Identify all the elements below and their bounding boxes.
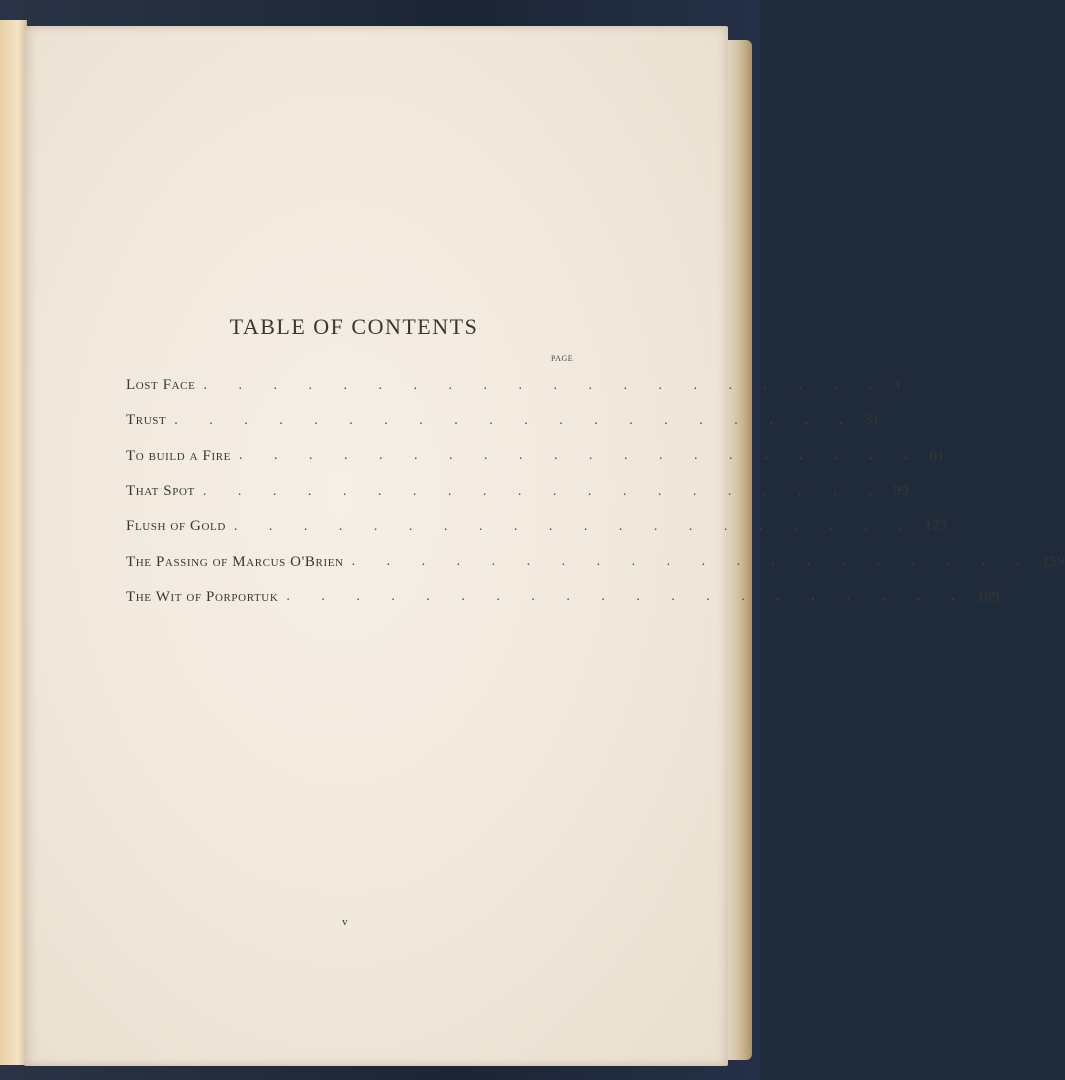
toc-entry-page: 123: [924, 518, 947, 535]
page-folio: v: [342, 916, 348, 928]
toc-entry-page: 189: [976, 588, 1000, 605]
toc-entry-title: To build a Fire: [126, 447, 231, 464]
leader-dots: . . . . . . . . . . . . . . . . . . . .: [233, 518, 917, 534]
toc-entry-title: Trust: [126, 412, 167, 429]
toc-entry-page: 1: [893, 377, 902, 394]
toc-entry: [126, 544, 1065, 579]
page-title: TABLE OF CONTENTS: [229, 314, 479, 339]
toc-entry: [126, 368, 902, 403]
toc-entry: [126, 439, 945, 474]
toc-entry: [126, 580, 1000, 615]
toc-entry-title: Flush of Gold: [126, 518, 226, 535]
toc-entry: [126, 403, 880, 438]
toc-entry-title: That Spot: [126, 483, 195, 500]
toc-entry-title: The Wit of Porportuk: [126, 588, 279, 605]
toc-entry-title: The Passing of Marcus O'Brien: [126, 553, 344, 570]
table-of-contents: [126, 368, 1065, 615]
toc-entry: [126, 474, 909, 509]
toc-entry: [126, 509, 947, 544]
leader-dots: . . . . . . . . . . . . . . . . . . . .: [203, 377, 886, 393]
leader-dots: . . . . . . . . . . . . . . . . . . . .: [202, 483, 886, 499]
leader-dots: . . . . . . . . . . . . . . . . . . . .: [174, 412, 857, 428]
leader-dots: . . . . . . . . . . . . . . . . . . . .: [286, 589, 969, 605]
leader-dots: . . . . . . . . . . . . . . . . . . . .: [238, 448, 922, 464]
toc-entry-page: 31: [864, 412, 880, 429]
toc-entry-title: Lost Face: [126, 377, 196, 394]
previous-page-edge: [0, 20, 27, 1065]
page-column-label: PAGE: [551, 354, 574, 363]
toc-entry-page: 99: [893, 483, 909, 500]
book-page: [24, 26, 1065, 1066]
leader-dots: . . . . . . . . . . . . . . . . . . . .: [351, 554, 1035, 570]
toc-entry-page: 159: [1042, 553, 1065, 570]
toc-entry-page: 61: [929, 447, 945, 464]
